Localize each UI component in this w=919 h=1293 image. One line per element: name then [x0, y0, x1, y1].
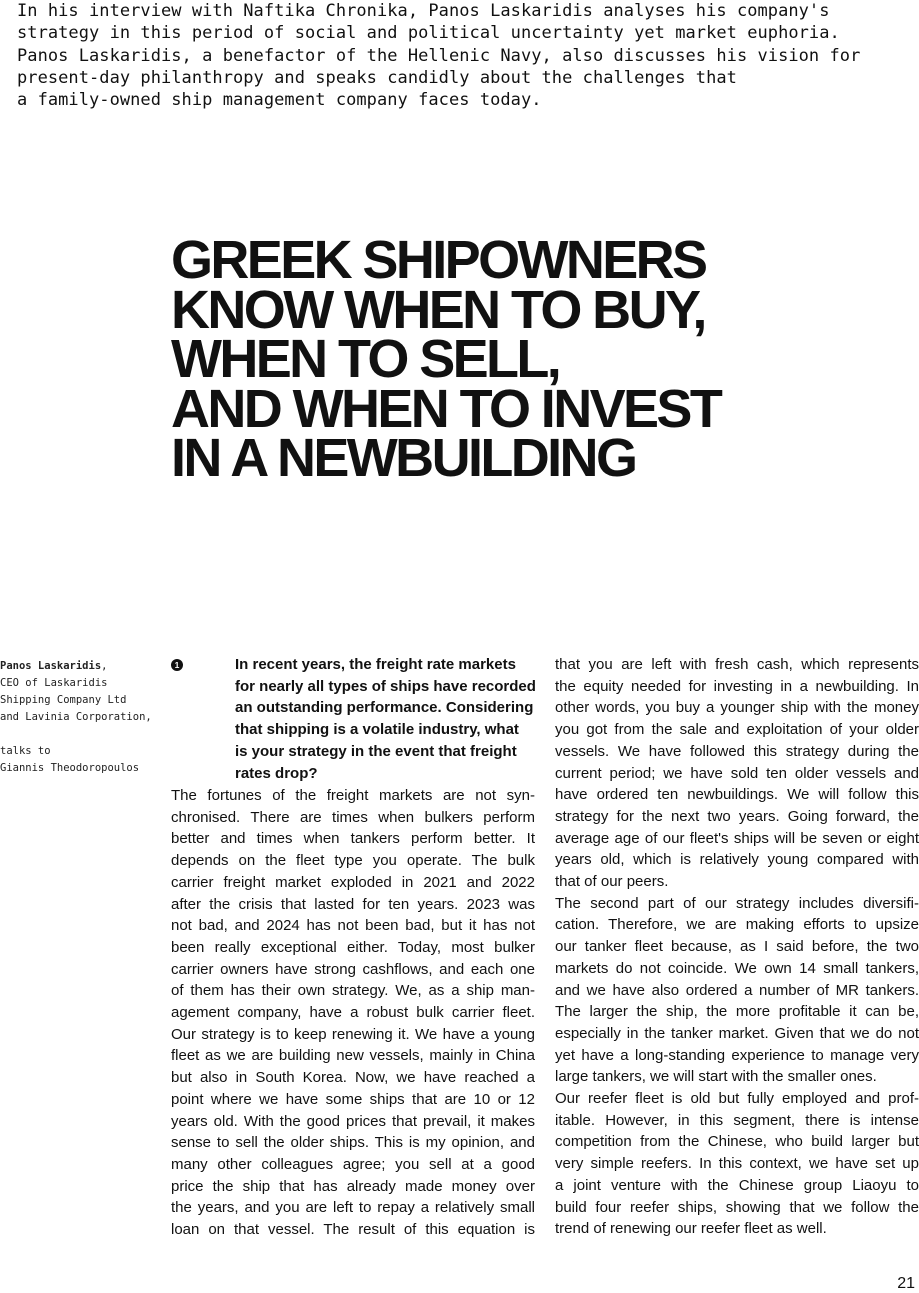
interviewee-name: Panos Laskaridis — [0, 660, 102, 672]
headline-line: WHEN TO SELL, — [171, 329, 560, 389]
body-line: many other colleagues agree; you sell at a good — [171, 1155, 535, 1173]
body-line: have ordered ten newbuildings. We will follow this — [555, 786, 919, 804]
body-line: of them has their own strategy. We, as a ship man- — [171, 982, 535, 1000]
intro-line: Panos Laskaridis, a benefactor of the Hellenic Navy, also discusses his vision for — [17, 45, 861, 66]
body-line: The larger the ship, the more profitable it can be, — [555, 1003, 919, 1021]
body-line: loan on that vessel. The result of this equation is — [171, 1221, 535, 1239]
body-line: very simple reefers. In this context, we have set up — [555, 1155, 919, 1173]
byline — [0, 658, 165, 777]
body-line: itable. However, in this segment, there is intense — [555, 1111, 919, 1129]
answer-column-2 — [555, 654, 919, 1240]
body-line: especially in the tanker market. Given that we do not — [555, 1024, 919, 1042]
question-line: that shipping is a volatile industry, what — [235, 721, 519, 739]
body-line: and we have also ordered a number of MR tankers. — [555, 981, 919, 999]
page-number: 21 — [897, 1275, 915, 1292]
body-line: sense to sell the older ships. This is my opinion, and — [171, 1134, 535, 1152]
body-line: trend of renewing our reefer fleet as well. — [555, 1220, 827, 1238]
body-line: carrier owners have strong cashflows, and each one — [171, 960, 535, 978]
body-line: you got from the sale and exploitation of your older — [555, 721, 919, 739]
body-line: large tankers, we will start with the smaller ones. — [555, 1068, 877, 1086]
question-line: an outstanding performance. Considering — [235, 699, 534, 717]
interview-question — [235, 654, 535, 784]
body-line: that you are left with fresh cash, which represents — [555, 656, 919, 673]
body-line: been really exceptional either. Today, most bulker — [171, 938, 535, 956]
intro-line: a family-owned ship management company faces today. — [17, 90, 542, 111]
question-number-badge: 1 — [171, 659, 183, 671]
answer-column-1 — [171, 785, 535, 1241]
body-line: price the ship that has already made money over — [171, 1177, 535, 1195]
interviewee-row — [0, 658, 165, 675]
headline-line: KNOW WHEN TO BUY, — [171, 279, 705, 340]
body-line: fleet as we are building new vessels, mainly in China — [171, 1047, 535, 1065]
body-line: not bad, and 2024 has not been bad, but it has not — [171, 917, 535, 935]
talks-to-label: talks to — [0, 745, 51, 757]
body-line: point where we have some ships that are 10 or 12 — [171, 1090, 535, 1108]
question-line: for nearly all types of ships have recorded — [235, 677, 536, 695]
intro-paragraph — [17, 0, 897, 111]
body-line: agement company, have a robust bulk carrier fleet. — [171, 1004, 535, 1022]
interviewee-role: and Lavinia Corporation, — [0, 711, 152, 723]
question-line: In recent years, the freight rate markets — [235, 656, 516, 673]
body-line: depends on the fleet type you operate. The bulk — [171, 852, 535, 870]
body-line: the equity needed for investing in a newbuilding. In — [555, 677, 919, 695]
body-line: strategy for the next two years. Going forward, the — [555, 807, 919, 825]
body-line: Our strategy is to keep renewing it. We have a young — [171, 1025, 535, 1043]
body-line: cation. Therefore, we are making efforts to upsize — [555, 916, 919, 934]
body-line: years old, which is relatively young compared with — [555, 851, 919, 869]
body-line: after the crisis that lasted for ten years. 2023 was — [171, 895, 535, 913]
body-line: yet have a long-standing experience to manage very — [555, 1046, 919, 1064]
body-line: current period; we have sold ten older vessels and — [555, 764, 919, 782]
body-line: The fortunes of the freight markets are not syn- — [171, 787, 535, 804]
body-line: but also in South Korea. Now, we have reached a — [171, 1069, 535, 1087]
body-line: build four reefer ships, showing that we follow the — [555, 1198, 919, 1216]
intro-line: strategy in this period of social and political uncertainty yet market euphoria. — [17, 23, 840, 44]
body-line: average age of our fleet's ships will be seven or eight — [555, 829, 919, 847]
interviewer-name: Giannis Theodoropoulos — [0, 762, 140, 774]
body-line: other words, you buy a younger ship with the money — [555, 699, 919, 717]
intro-line: In his interview with Naftika Chronika, Panos Laskaridis analyses his company's — [17, 1, 830, 21]
body-line: a joint venture with the Chinese group Liaoyu to — [555, 1176, 919, 1194]
body-line: years old. With the good prices that prevail, it makes — [171, 1112, 535, 1130]
body-line: markets do not coincide. We own 14 small tankers, — [555, 959, 919, 977]
body-line: our tanker fleet because, as I said before, the two — [555, 938, 919, 956]
body-line: carrier freight market exploded in 2021 and 2022 — [171, 873, 535, 891]
body-line: Our reefer fleet is old but fully employed and prof- — [555, 1090, 919, 1108]
body-line: that of our peers. — [555, 873, 669, 891]
headline-line: AND WHEN TO INVEST — [171, 378, 721, 439]
body-line: vessels. We have followed this strategy during the — [555, 742, 919, 760]
interviewee-name-suffix: , — [101, 660, 108, 672]
article-headline — [171, 230, 871, 488]
question-line: rates drop? — [235, 764, 318, 782]
body-line: The second part of our strategy includes diversifi- — [555, 894, 919, 912]
body-line: chronised. There are times when bulkers perform — [171, 808, 535, 826]
body-line: competition from the Chinese, who build larger but — [555, 1133, 919, 1151]
intro-line: present-day philanthropy and speaks candidly about the challenges that — [17, 67, 737, 88]
body-line: the years, and you are left to repay a relatively small — [171, 1199, 535, 1217]
body-line: better and times when tankers perform better. It — [171, 830, 535, 848]
interviewee-role: CEO of Laskaridis — [0, 677, 108, 689]
headline-line: IN A NEWBUILDING — [171, 428, 636, 488]
interviewee-role: Shipping Company Ltd — [0, 694, 127, 706]
headline-line: GREEK SHIPOWNERS — [171, 230, 706, 290]
question-line: is your strategy in the event that freight — [235, 742, 517, 760]
